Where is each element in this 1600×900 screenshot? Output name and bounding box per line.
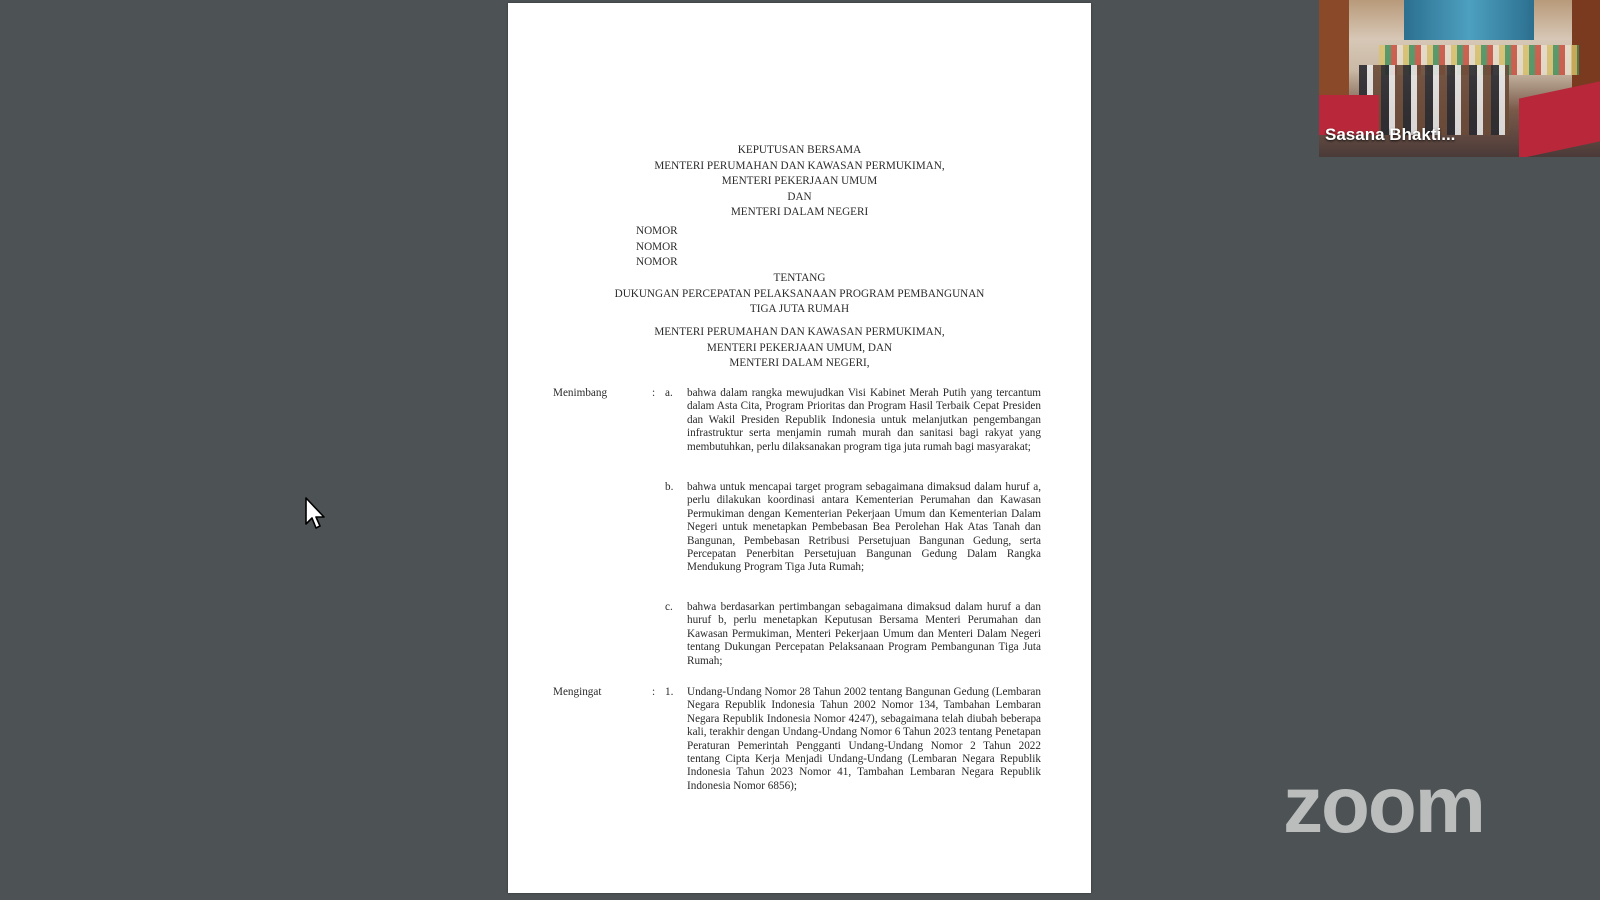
video-backdrop (1519, 81, 1600, 157)
nomor-line: NOMOR (636, 225, 678, 237)
header-line: DAN (787, 190, 812, 203)
document-header (508, 143, 1091, 221)
minister-line: MENTERI PERUMAHAN DAN KAWASAN PERMUKIMAN, (654, 326, 945, 338)
shared-document-page (508, 3, 1091, 893)
participant-name: Sasana Bhakti... (1325, 125, 1456, 144)
video-backdrop (1404, 0, 1534, 40)
minister-line: MENTERI PEKERJAAN UMUM, DAN (706, 341, 893, 354)
subject-line: DUKUNGAN PERCEPATAN PELAKSANAAN PROGRAM PEMBANGUNAN (614, 287, 985, 300)
subject-line: TIGA JUTA RUMAH (749, 303, 850, 316)
participant-video-tile[interactable] (1319, 0, 1600, 157)
video-backdrop (1319, 0, 1349, 110)
menimbang-colon: : (652, 387, 656, 399)
mengingat-colon: : (652, 686, 656, 698)
menimbang-item-text: bahwa berdasarkan pertimbangan sebagaimana dimaksud dalam huruf a dan huruf b, perlu menetapkan Keputusan Bersama Menteri Perumahan dan Kawasan Permukiman, Menteri Pekerjaan Umum dan Menteri Dalam Negeri tentang Dukungan Percepatan Pelaksanaan Program Pembangunan Tiga Juta Rumah; (687, 601, 1041, 667)
mengingat-item-mark: 1. (665, 686, 674, 698)
tentang-label: TENTANG (773, 272, 826, 284)
menimbang-item-mark: b. (665, 481, 674, 493)
nomor-block (636, 224, 678, 271)
menimbang-item-mark: a. (665, 387, 673, 399)
mengingat-item-text: Undang-Undang Nomor 28 Tahun 2002 tentang Bangunan Gedung (Lembaran Negara Republik Indonesia Tahun 2002 Nomor 134, Tambahan Lembaran Negara Republik Indonesia Nomor 4247), sebagaimana telah diubah beberapa kali, terakhir dengan Undang-Undang Nomor 6 Tahun 2023 tentang Penetapan Peraturan Pemerintah Pengganti Undang-Undang Nomor 2 Tahun 2022 tentang Cipta Kerja Menjadi Undang-Undang (Lembaran Negara Republik Indonesia Tahun 2023 Nomor 41, Tambahan Lembaran Negara Republik Indonesia Nomor 6856); (687, 686, 1041, 792)
header-line: MENTERI DALAM NEGERI (730, 206, 869, 219)
zoom-logo: zoom (1283, 760, 1484, 849)
nomor-line: NOMOR (636, 256, 678, 268)
subject-block (508, 271, 1091, 318)
mengingat-label: Mengingat (553, 686, 602, 698)
header-line: KEPUTUSAN BERSAMA (737, 144, 862, 156)
minister-line: MENTERI DALAM NEGERI, (729, 357, 870, 370)
menimbang-item-text: bahwa dalam rangka mewujudkan Visi Kabinet Merah Putih yang tercantum dalam Asta Cita, Program Prioritas dan Program Hasil Terbaik Cepat Presiden dan Wakil Presiden Republik Indonesia untuk melanjutkan pengembangan infrastruktur serta menjamin rumah murah dan sanitasi bagi rakyat yang membutuhkan, perlu dilaksanakan program tiga juta rumah bagi masyarakat; (687, 387, 1041, 453)
menimbang-label: Menimbang (553, 387, 608, 399)
menimbang-item-mark: c. (665, 601, 673, 613)
nomor-line: NOMOR (636, 240, 678, 253)
header-line: MENTERI PEKERJAAN UMUM (721, 175, 878, 188)
header-line: MENTERI PERUMAHAN DAN KAWASAN PERMUKIMAN, (654, 159, 945, 172)
menimbang-item-text: bahwa untuk mencapai target program sebagaimana dimaksud dalam huruf a, perlu dilakukan koordinasi antara Kementerian Perumahan dan Kawasan Permukiman dengan Kementerian Pekerjaan Umum dan Kementerian Dalam Negeri untuk menetapkan Pembebasan Bea Perolehan Hak Atas Tanah dan Bangunan, Pembebasan Retribusi Persetujuan Bangunan Gedung, serta Percepatan Penerbitan Persetujuan Bangunan Gedung Dalam Rangka Mendukung Program Tiga Juta Rumah; (687, 481, 1041, 574)
ministers-block (508, 325, 1091, 372)
mouse-pointer-icon (304, 496, 328, 532)
